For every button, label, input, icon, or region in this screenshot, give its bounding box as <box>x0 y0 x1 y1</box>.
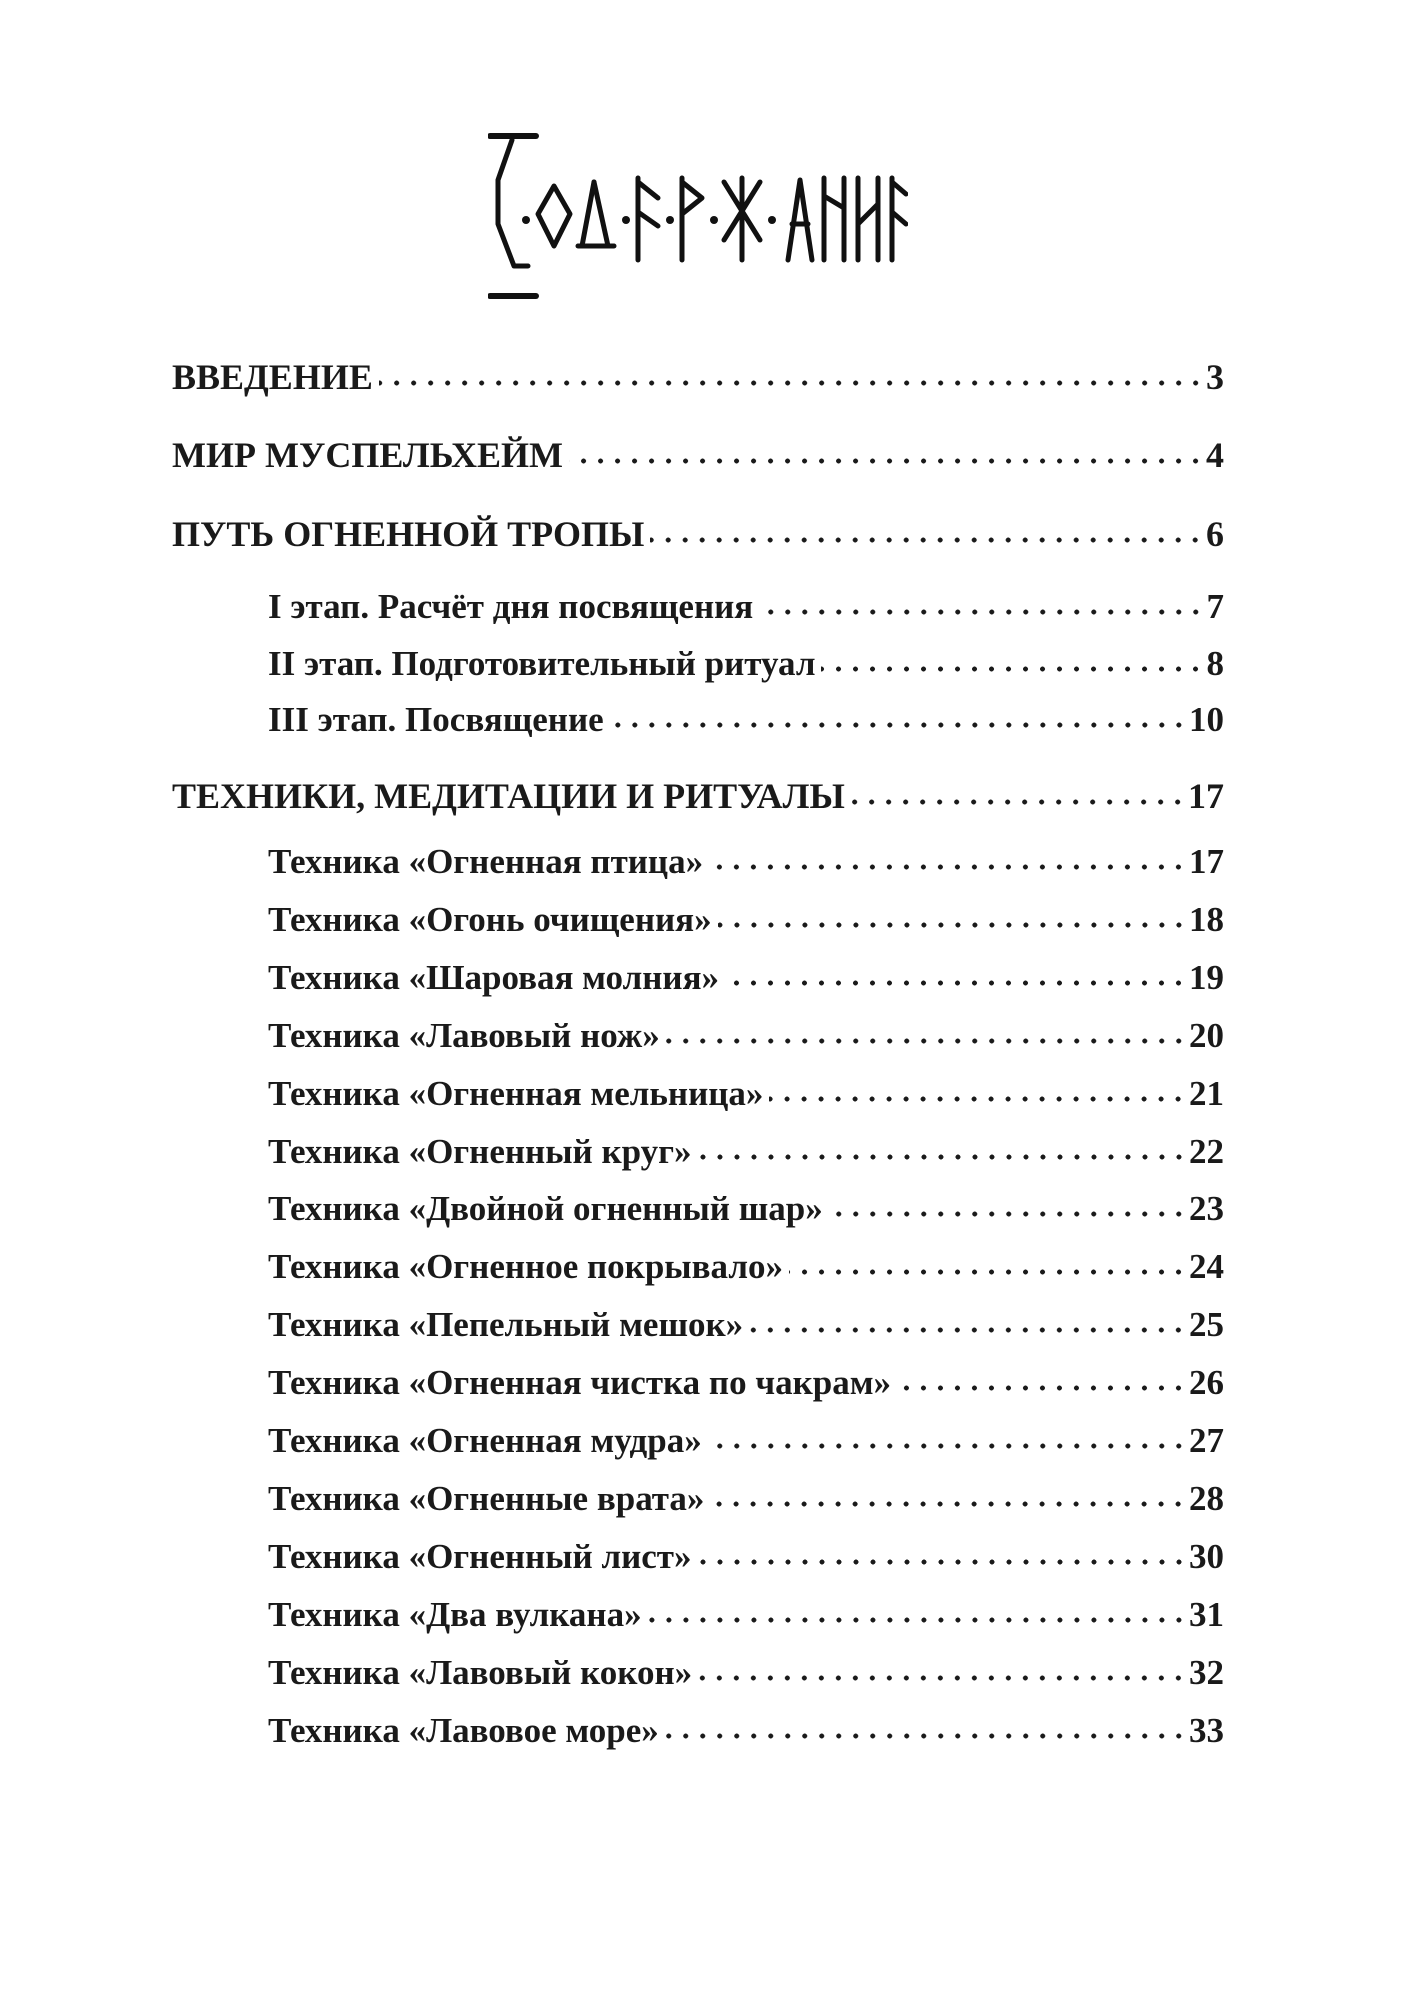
toc-entry-title: ТЕХНИКИ, МЕДИТАЦИИ И РИТУАЛЫ <box>172 776 845 816</box>
toc-section[interactable] <box>172 513 1224 555</box>
toc-entry[interactable] <box>268 1537 1224 1577</box>
dot-leader <box>769 1095 1187 1103</box>
dot-leader <box>821 665 1204 673</box>
toc-page-number: 7 <box>1206 587 1224 626</box>
toc-entry[interactable] <box>268 900 1224 940</box>
dot-leader <box>851 798 1186 806</box>
toc-entry-title: Техника «Двойной огненный шар» <box>268 1189 823 1229</box>
toc-page-number: 30 <box>1189 1536 1224 1576</box>
toc-entry[interactable] <box>268 842 1224 882</box>
page-title <box>488 128 908 308</box>
toc-entry[interactable] <box>268 1247 1224 1287</box>
toc-page-number: 27 <box>1189 1421 1224 1460</box>
dot-leader <box>708 1442 1187 1450</box>
dot-leader <box>897 1384 1187 1392</box>
toc-entry-title: Техника «Огненный круг» <box>268 1131 692 1171</box>
dot-leader <box>789 1268 1187 1276</box>
dot-leader <box>698 1674 1187 1682</box>
toc-entry[interactable] <box>268 958 1224 998</box>
toc-entry-title: Техника «Огненная мельница» <box>268 1073 764 1113</box>
toc-page-number: 21 <box>1189 1073 1224 1113</box>
dot-leader <box>569 457 1204 465</box>
toc-entry[interactable] <box>268 1421 1224 1461</box>
toc-page-number: 24 <box>1189 1247 1224 1287</box>
toc-entry-title: Техника «Лавовый нож» <box>268 1015 660 1055</box>
dot-leader <box>650 536 1204 544</box>
dot-leader <box>379 379 1204 387</box>
toc-entry[interactable] <box>268 1074 1224 1114</box>
toc-page-number: 26 <box>1189 1363 1224 1403</box>
dot-leader <box>718 921 1187 929</box>
dot-leader <box>698 1558 1188 1566</box>
toc-page-number: 32 <box>1189 1652 1224 1692</box>
dot-leader <box>710 1500 1187 1508</box>
toc-page-number: 8 <box>1206 644 1224 683</box>
dot-leader <box>665 1732 1187 1740</box>
toc-entry[interactable] <box>268 1711 1224 1751</box>
toc-entry-title: Техника «Огненная мудра» <box>268 1421 702 1460</box>
dot-leader <box>709 863 1187 871</box>
toc-entry[interactable] <box>268 700 1224 740</box>
toc-entry-title: Техника «Огонь очищения» <box>268 899 712 939</box>
toc-entry-title: Техника «Пепельный мешок» <box>268 1305 744 1345</box>
toc-page-number: 17 <box>1189 842 1224 881</box>
toc-page-number: 33 <box>1189 1710 1224 1750</box>
toc-entry-title: Техника «Огненный лист» <box>268 1536 692 1576</box>
toc-entry[interactable] <box>268 1016 1224 1056</box>
toc-entry[interactable] <box>268 1479 1224 1519</box>
dot-leader <box>749 1326 1187 1334</box>
dot-leader <box>610 721 1187 729</box>
toc-page-number: 20 <box>1189 1015 1224 1055</box>
toc-page-number: 3 <box>1206 357 1224 397</box>
toc-entry[interactable] <box>268 1305 1224 1345</box>
toc-entry-title: Техника «Шаровая молния» <box>268 957 720 997</box>
toc-entry[interactable] <box>268 644 1224 684</box>
toc-entry-title: Техника «Огненное покрывало» <box>268 1247 783 1287</box>
dot-leader <box>698 1153 1187 1161</box>
toc-entry-title: Техника «Огненные врата» <box>268 1478 705 1518</box>
toc-entry-title: МИР МУСПЕЛЬХЕЙМ <box>172 435 563 475</box>
toc-entry-title: Техника «Два вулкана» <box>268 1594 642 1634</box>
toc-page-number: 10 <box>1189 700 1224 739</box>
toc-entry[interactable] <box>268 1595 1224 1635</box>
toc-page-number: 18 <box>1189 899 1224 939</box>
toc-entry[interactable] <box>268 1132 1224 1172</box>
toc-section[interactable] <box>172 434 1224 476</box>
toc-page-number: 28 <box>1189 1478 1224 1518</box>
toc-page-number: 22 <box>1189 1131 1224 1171</box>
toc-page-number: 25 <box>1189 1305 1224 1345</box>
toc-entry[interactable] <box>268 1189 1224 1229</box>
dot-leader <box>829 1210 1187 1218</box>
toc-entry-title: III этап. Посвящение <box>268 700 604 739</box>
dot-leader <box>725 979 1187 987</box>
toc-entry[interactable] <box>268 587 1224 627</box>
toc-entry-title: II этап. Подготовительный ритуал <box>268 644 816 683</box>
toc-entry-title: Техника «Огненная птица» <box>268 842 704 881</box>
toc-page-number: 31 <box>1189 1594 1224 1634</box>
toc-entry-title: I этап. Расчёт дня посвящения <box>268 587 754 626</box>
dot-leader <box>666 1037 1187 1045</box>
toc-page-number: 4 <box>1206 435 1224 475</box>
toc-section[interactable] <box>172 775 1224 817</box>
dot-leader <box>759 608 1204 616</box>
toc-page-number: 19 <box>1189 957 1224 997</box>
toc-entry-title: Техника «Огненная чистка по чакрам» <box>268 1363 892 1403</box>
toc-entry[interactable] <box>268 1363 1224 1403</box>
toc-page-number: 17 <box>1188 776 1224 816</box>
dot-leader <box>648 1616 1187 1624</box>
toc-page-number: 6 <box>1206 514 1224 554</box>
toc-entry-title: ПУТЬ ОГНЕННОЙ ТРОПЫ <box>172 514 645 554</box>
toc-entry-title: Техника «Лавовый кокон» <box>268 1652 693 1692</box>
toc-page-number: 23 <box>1189 1189 1224 1229</box>
toc-entry-title: ВВЕДЕНИЕ <box>172 357 373 397</box>
toc-section[interactable] <box>172 356 1224 398</box>
toc-entry-title: Техника «Лавовое море» <box>268 1710 659 1750</box>
toc-entry[interactable] <box>268 1653 1224 1693</box>
title-lettering <box>488 128 908 308</box>
